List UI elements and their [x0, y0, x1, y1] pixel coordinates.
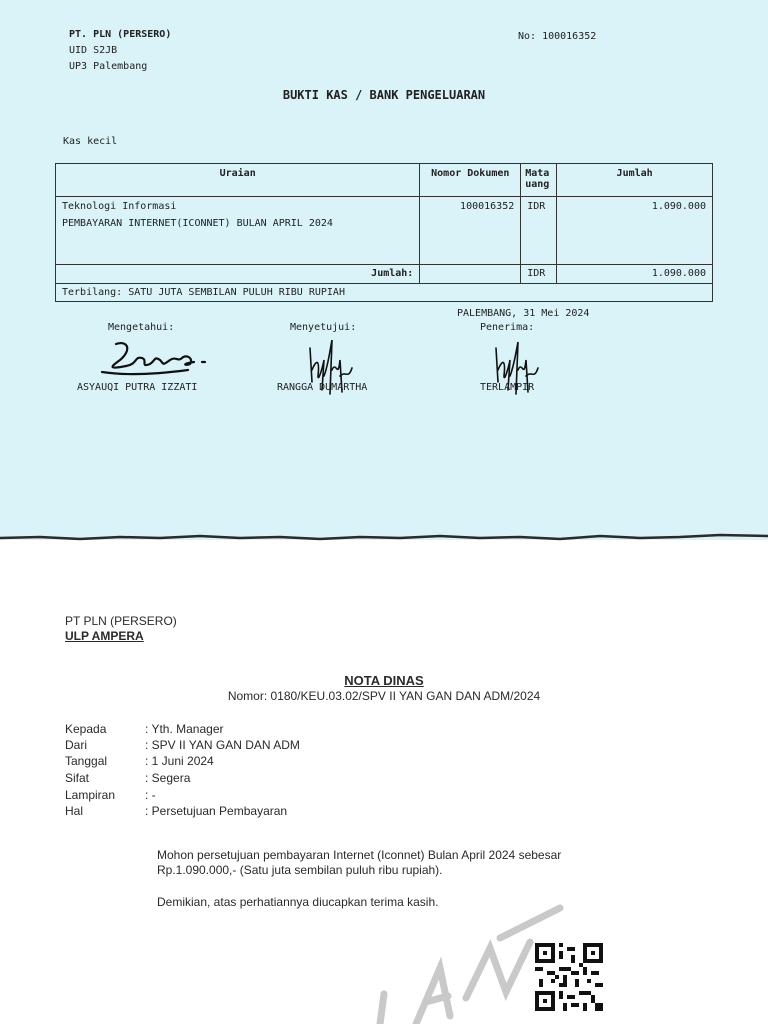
name-mengetahui: ASYAUQI PUTRA IZZATI	[77, 382, 198, 393]
nota-dinas	[0, 548, 768, 1024]
receipt-place-date: PALEMBANG, 31 Mei 2024	[457, 308, 590, 319]
nota-nomor: Nomor: 0180/KEU.03.02/SPV II YAN GAN DAN ADM/2024	[227, 689, 541, 703]
header-mata-uang	[521, 164, 557, 197]
table-header-row	[56, 164, 713, 197]
nota-title: NOTA DINAS	[344, 673, 424, 688]
label-menyetujui: Menyetujui:	[290, 322, 357, 333]
cell-mata-uang: IDR	[521, 197, 557, 265]
qr-code-icon	[535, 943, 603, 1011]
cell-uraian	[56, 197, 420, 265]
header-nomor-dokumen: Nomor Dokumen	[420, 164, 521, 197]
receipt-title: BUKTI KAS / BANK PENGELUARAN	[282, 88, 486, 102]
field-label-sifat: Sifat	[65, 771, 90, 785]
table-total-row	[56, 265, 713, 284]
field-label-kepada: Kepada	[65, 722, 107, 736]
field-value-tanggal: : 1 Juni 2024	[145, 754, 214, 768]
field-value-hal: : Persetujuan Pembayaran	[145, 804, 288, 818]
cell-nomor-dokumen: 100016352	[420, 197, 521, 265]
header-uraian: Uraian	[56, 164, 420, 197]
receipt-doc-number: No: 100016352	[518, 31, 597, 42]
name-penerima: TERLAMPIR	[480, 382, 535, 393]
label-penerima: Penerima:	[480, 322, 535, 333]
nota-unit: ULP AMPERA	[65, 629, 144, 643]
field-label-lampiran: Lampiran	[65, 788, 116, 802]
field-label-tanggal: Tanggal	[65, 754, 108, 768]
nota-paragraph-2: Demikian, atas perhatiannya diucapkan terima kasih.	[157, 895, 439, 909]
total-label: Jumlah:	[56, 265, 420, 284]
table-row	[56, 197, 713, 265]
header-mata-line1: Mata	[525, 168, 550, 179]
total-empty-cell	[420, 265, 521, 284]
receipt-up3: UP3 Palembang	[69, 61, 148, 72]
total-jumlah: 1.090.000	[557, 265, 713, 284]
field-label-hal: Hal	[65, 804, 84, 818]
field-value-sifat: : Segera	[145, 771, 191, 785]
nota-paragraph-1-line-1: Mohon persetujuan pembayaran Internet (Iconnet) Bulan April 2024 sebesar	[157, 848, 562, 862]
signature-penerima	[488, 334, 548, 404]
signature-mengetahui	[98, 336, 213, 381]
field-value-lampiran: : -	[145, 788, 156, 802]
signature-menyetujui	[300, 330, 360, 410]
nota-company: PT PLN (PERSERO)	[65, 614, 177, 628]
uraian-description: PEMBAYARAN INTERNET(ICONNET) BULAN APRIL 2024	[62, 218, 333, 229]
receipt-kas-type: Kas kecil	[63, 136, 118, 147]
terbilang-text: Terbilang: SATU JUTA SEMBILAN PULUH RIBU RUPIAH	[56, 284, 713, 302]
torn-paper-edge	[0, 530, 768, 548]
field-value-dari: : SPV II YAN GAN DAN ADM	[145, 738, 300, 752]
cell-jumlah: 1.090.000	[557, 197, 713, 265]
receipt-company: PT. PLN (PERSERO)	[69, 29, 172, 40]
table-terbilang-row	[56, 284, 713, 302]
header-mata-line2: uang	[525, 179, 550, 190]
label-mengetahui: Mengetahui:	[108, 322, 175, 333]
header-jumlah: Jumlah	[557, 164, 713, 197]
receipt-uid: UID S2JB	[69, 45, 118, 56]
receipt-table	[55, 163, 713, 302]
field-label-dari: Dari	[65, 738, 88, 752]
field-value-kepada: : Yth. Manager	[145, 722, 224, 736]
name-menyetujui: RANGGA DUMARTHA	[277, 382, 368, 393]
uraian-category: Teknologi Informasi	[62, 201, 177, 212]
total-mata-uang: IDR	[521, 265, 557, 284]
nota-paragraph-1-line-2: Rp.1.090.000,- (Satu juta sembilan puluh ribu rupiah).	[157, 863, 443, 877]
